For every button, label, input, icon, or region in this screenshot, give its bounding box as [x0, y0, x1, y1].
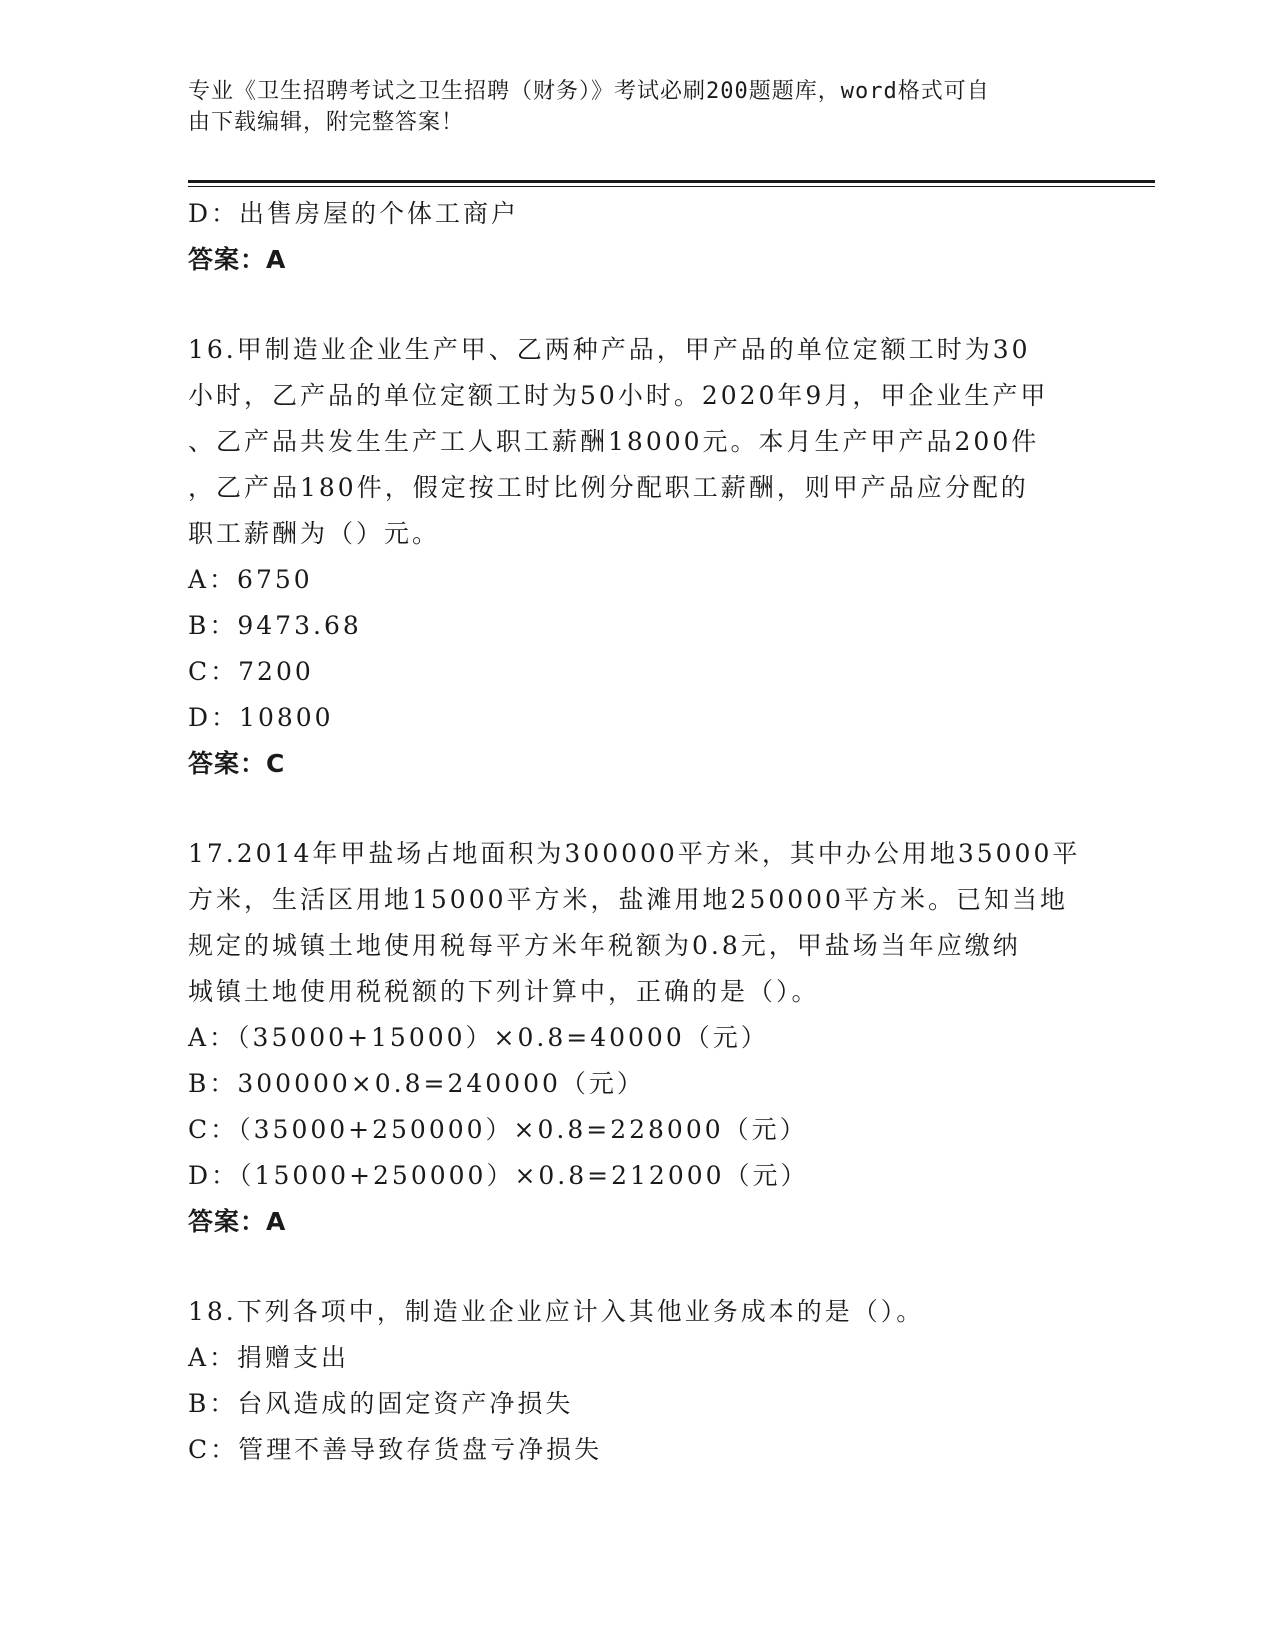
stem-line: 18.下列各项中，制造业企业应计入其他业务成本的是（）。	[188, 1297, 925, 1326]
header-divider-thick	[188, 180, 1155, 183]
question-stem	[188, 327, 1088, 557]
stem-line: 小时，乙产品的单位定额工时为50小时。2020年9月，甲企业生产甲	[188, 381, 1049, 410]
stem-line: 城镇土地使用税税额的下列计算中，正确的是（）。	[188, 977, 820, 1006]
question-15	[188, 191, 1088, 283]
option-c: C：管理不善导致存货盘亏净损失	[188, 1435, 603, 1464]
stem-line: 16.甲制造业企业生产甲、乙两种产品，甲产品的单位定额工时为30	[188, 335, 1031, 364]
option-d: D：10800	[188, 703, 334, 732]
option-d: D：出售房屋的个体工商户	[188, 199, 520, 228]
option-c: C：（35000+250000）×0.8=228000（元）	[188, 1115, 808, 1144]
answer-line: 答案：A	[188, 1207, 287, 1236]
stem-line: 规定的城镇土地使用税每平方米年税额为0.8元，甲盐场当年应缴纳	[188, 931, 1021, 960]
header-line-1: 专业《卫生招聘考试之卫生招聘（财务）》考试必刷200题题库，word格式可自	[188, 79, 990, 104]
option-b: B：300000×0.8=240000（元）	[188, 1069, 645, 1098]
option-d: D：（15000+250000）×0.8=212000（元）	[188, 1161, 809, 1190]
question-16	[188, 327, 1088, 787]
answer-line: 答案：A	[188, 245, 287, 274]
question-list	[188, 191, 1088, 1473]
stem-line: 、乙产品共发生生产工人职工薪酬18000元。本月生产甲产品200件	[188, 427, 1040, 456]
question-stem	[188, 831, 1088, 1015]
header-divider-thin	[188, 186, 1155, 187]
stem-line: ，乙产品180件，假定按工时比例分配职工薪酬，则甲产品应分配的	[188, 473, 1029, 502]
document-header	[188, 76, 1068, 138]
question-18	[188, 1289, 1088, 1473]
option-a: A：6750	[188, 565, 313, 594]
stem-line: 职工薪酬为（）元。	[188, 519, 441, 548]
option-b: B：台风造成的固定资产净损失	[188, 1389, 574, 1418]
question-stem	[188, 1289, 1088, 1335]
option-a: A：（35000+15000）×0.8=40000（元）	[188, 1023, 769, 1052]
header-line-2: 由下载编辑，附完整答案！	[188, 110, 465, 135]
question-17	[188, 831, 1088, 1245]
option-b: B：9473.68	[188, 611, 362, 640]
stem-line: 方米，生活区用地15000平方米，盐滩用地250000平方米。已知当地	[188, 885, 1068, 914]
stem-line: 17.2014年甲盐场占地面积为300000平方米，其中办公用地35000平	[188, 839, 1081, 868]
option-c: C：7200	[188, 657, 314, 686]
option-a: A：捐赠支出	[188, 1343, 350, 1372]
answer-line: 答案：C	[188, 749, 286, 778]
